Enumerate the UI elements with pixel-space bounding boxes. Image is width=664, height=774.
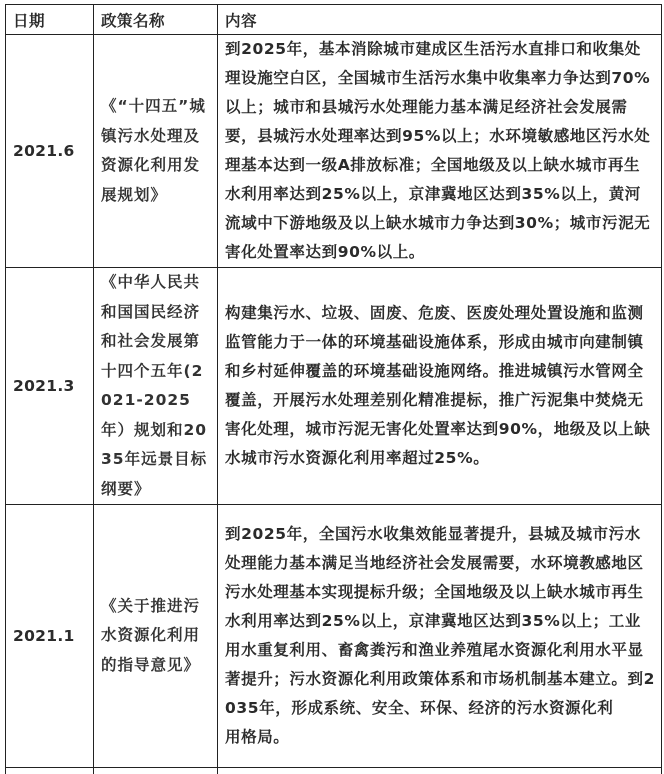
table-row-partial	[6, 768, 662, 774]
content-cell: 构建集污水、垃圾、固废、危废、医废处理处置设施和监测监管能力于一体的环境基础设施体系，形成由城市向建制镇和乡村延伸覆盖的环境基础设施网络。推进城镇污水管网全覆盖，开展污水处理差别化精准提标，推广污泥集中焚烧无害化处理，城市污泥无害化处置率达到90%，地级及以上缺水城市污水资源化利用率超过25%。	[218, 268, 662, 505]
policy-name-cell: 《关于推进污水资源化利用的指导意见》	[94, 505, 218, 768]
table-row	[6, 505, 662, 768]
policy-table	[5, 4, 662, 774]
content-cell	[218, 505, 662, 768]
policy-name-cell: 《中华人民共和国国民经济和社会发展第十四个五年(2021-2025年）规划和2035年远景目标纲要》	[94, 268, 218, 505]
empty-cell	[6, 768, 94, 774]
date-cell: 2021.6	[6, 35, 94, 268]
header-policy-name: 政策名称	[94, 5, 218, 35]
header-row	[6, 5, 662, 35]
header-content: 内容	[218, 5, 662, 35]
date-cell: 2021.3	[6, 268, 94, 505]
table-row	[6, 268, 662, 505]
header-date: 日期	[6, 5, 94, 35]
empty-cell	[94, 768, 218, 774]
date-cell: 2021.1	[6, 505, 94, 768]
content-line: 用格局。	[225, 723, 656, 752]
content-line: 到2025年，全国污水收集效能显著提升，县城及城市污水处理能力基本满足当地经济社会发展需要，水环境教感地区污水处理基本实现提标升级；全国地级及以上缺水城市再生水利用率达到25%以上，京津冀地区达到35%以上；工业用水重复利用、畜禽粪污和渔业养殖尾水资源化利用水平显著提升；污水资源化利用政策体系和市场机制基本建立。到2035年，形成系统、安全、环保、经济的污水资源化利	[225, 520, 656, 723]
table-row	[6, 35, 662, 268]
policy-name-cell: 《“十四五”城镇污水处理及资源化利用发展规划》	[94, 35, 218, 268]
content-cell: 到2025年，基本消除城市建成区生活污水直排口和收集处理设施空白区，全国城市生活污水集中收集率力争达到70%以上；城市和县城污水处理能力基本满足经济社会发展需要，县城污水处理率达到95%以上；水环境敏感地区污水处理基本达到一级A排放标准；全国地级及以上缺水城市再生水利用率达到25%以上，京津冀地区达到35%以上，黄河流域中下游地级及以上缺水城市力争达到30%；城市污泥无害化处置率达到90%以上。	[218, 35, 662, 268]
empty-cell	[218, 768, 662, 774]
